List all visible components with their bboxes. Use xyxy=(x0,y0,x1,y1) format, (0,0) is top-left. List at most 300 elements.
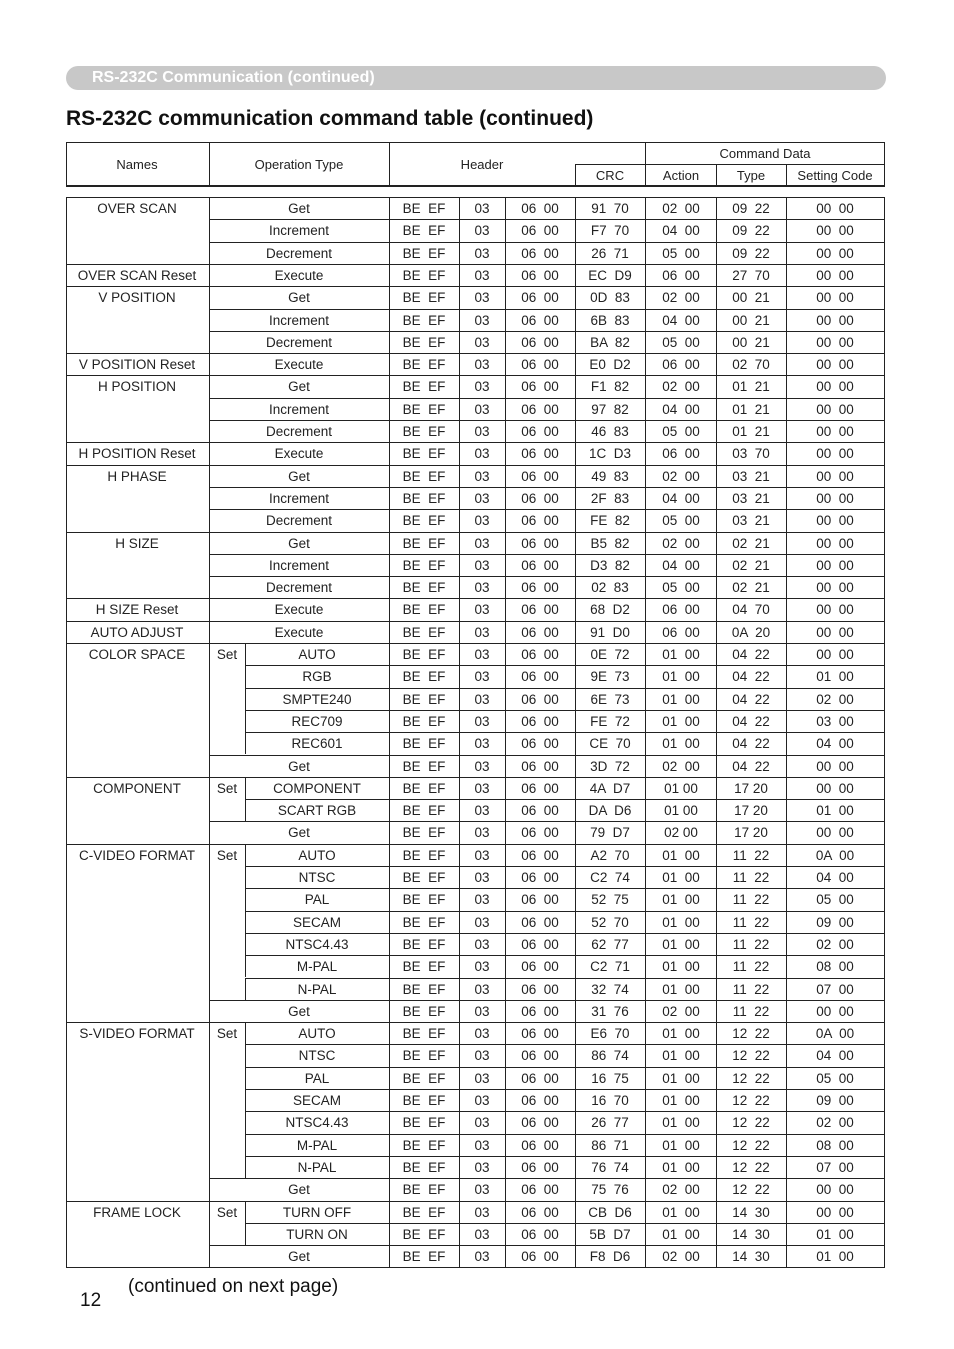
header-crc: CRC xyxy=(595,168,625,183)
row-action: 05 00 xyxy=(662,580,700,596)
row-header-1: BE EF xyxy=(402,1115,446,1131)
row-header-1: BE EF xyxy=(402,936,446,952)
section-banner-label: RS-232C Communication (continued) xyxy=(92,69,375,86)
row-setting-code: 03 00 xyxy=(816,713,854,729)
row-header-2: 03 xyxy=(474,580,490,596)
row-header-1: BE EF xyxy=(402,1048,446,1064)
row-header-3: 06 00 xyxy=(521,713,559,729)
row-operation: M-PAL xyxy=(296,1137,338,1153)
row-header-3: 06 00 xyxy=(521,803,559,819)
row-header-1: BE EF xyxy=(402,1003,446,1019)
row-header-2: 03 xyxy=(474,1137,490,1153)
row-action: 05 00 xyxy=(662,334,700,350)
row-setting-code: 00 00 xyxy=(816,245,854,261)
row-header-2: 03 xyxy=(474,1003,490,1019)
row-setting-code: 00 00 xyxy=(816,468,854,484)
row-setting-code: 01 00 xyxy=(816,669,854,685)
row-action: 02 00 xyxy=(662,1182,700,1198)
row-header-2: 03 xyxy=(474,981,490,997)
row-divider xyxy=(245,955,885,956)
row-action: 01 00 xyxy=(662,870,700,885)
row-operation: Get xyxy=(288,825,310,841)
row-setting-code: 02 00 xyxy=(816,691,854,707)
row-operation: REC709 xyxy=(291,713,343,729)
row-header-2: 03 xyxy=(474,1159,490,1175)
row-divider xyxy=(66,465,885,466)
row-header-2: 03 xyxy=(474,847,490,863)
row-header-2: 03 xyxy=(474,914,490,930)
row-type: 12 22 xyxy=(732,1026,770,1042)
row-action: 02 00 xyxy=(664,825,698,841)
row-divider xyxy=(209,487,885,488)
row-action: 06 00 xyxy=(662,602,700,618)
row-operation: Get xyxy=(288,1003,310,1019)
row-header-2: 03 xyxy=(474,1048,490,1064)
row-set-label: Set xyxy=(216,847,238,863)
row-crc: 75 76 xyxy=(591,1182,629,1198)
row-setting-code: 00 00 xyxy=(816,312,854,328)
row-setting-code: 00 00 xyxy=(816,334,854,350)
row-operation: SMPTE240 xyxy=(282,691,352,707)
row-header-1: BE EF xyxy=(402,758,446,774)
row-type: 09 22 xyxy=(732,223,770,239)
row-header-1: BE EF xyxy=(402,334,446,350)
row-action: 02 00 xyxy=(662,758,700,774)
row-header-2: 03 xyxy=(474,557,490,573)
row-divider xyxy=(66,643,885,644)
row-setting-code: 05 00 xyxy=(816,1070,854,1086)
row-type: 02 21 xyxy=(732,580,770,596)
row-type: 11 22 xyxy=(732,847,770,863)
row-operation: Decrement xyxy=(265,245,333,261)
row-divider xyxy=(209,576,885,577)
row-operation: PAL xyxy=(304,892,330,908)
set-divider xyxy=(245,1223,246,1245)
set-divider xyxy=(245,665,246,687)
row-action: 01 00 xyxy=(662,1093,700,1108)
row-divider xyxy=(66,532,885,533)
row-divider xyxy=(66,442,885,443)
row-action: 04 00 xyxy=(662,557,700,573)
row-setting-code: 00 00 xyxy=(816,1182,854,1198)
row-header-3: 06 00 xyxy=(521,513,559,529)
row-header-2: 03 xyxy=(474,780,490,796)
row-header-1: BE EF xyxy=(402,1249,446,1265)
row-type: 02 21 xyxy=(732,557,770,573)
row-type: 03 70 xyxy=(732,446,770,462)
row-crc: BA 82 xyxy=(590,334,630,350)
row-setting-code: 00 00 xyxy=(816,825,854,841)
row-operation: Get xyxy=(288,758,310,774)
row-header-1: BE EF xyxy=(402,959,446,975)
row-crc: 91 70 xyxy=(591,201,629,216)
row-header-3: 06 00 xyxy=(521,758,559,774)
row-operation: AUTO xyxy=(298,847,336,863)
row-divider xyxy=(66,286,885,287)
row-header-1: BE EF xyxy=(402,312,446,328)
row-setting-code: 00 00 xyxy=(816,535,854,551)
row-operation: N-PAL xyxy=(297,1159,337,1175)
row-header-1: BE EF xyxy=(402,780,446,796)
header-divider xyxy=(716,164,717,186)
row-header-1: BE EF xyxy=(402,825,446,841)
row-type: 12 22 xyxy=(732,1048,770,1064)
row-type: 04 22 xyxy=(732,691,770,707)
row-name: V POSITION xyxy=(98,290,176,306)
row-header-2: 03 xyxy=(474,379,490,395)
row-divider xyxy=(245,688,885,689)
row-crc: DA D6 xyxy=(588,803,632,819)
row-crc: 0E 72 xyxy=(590,647,630,662)
row-set-label: Set xyxy=(216,1026,238,1042)
row-setting-code: 04 00 xyxy=(816,870,854,885)
row-crc: 49 83 xyxy=(591,468,629,484)
row-setting-code: 00 00 xyxy=(816,580,854,596)
row-header-1: BE EF xyxy=(402,914,446,930)
row-header-3: 06 00 xyxy=(521,424,559,439)
row-crc: 76 74 xyxy=(591,1159,629,1175)
row-type: 12 22 xyxy=(732,1137,770,1153)
row-name: H POSITION xyxy=(97,379,177,395)
set-divider xyxy=(245,911,246,933)
row-operation: Execute xyxy=(274,602,324,618)
row-name: OVER SCAN Reset xyxy=(77,267,197,283)
row-divider xyxy=(245,1223,885,1224)
row-header-2: 03 xyxy=(474,1204,490,1220)
set-divider xyxy=(245,844,246,866)
row-divider xyxy=(66,264,885,265)
header-names: Names xyxy=(116,157,158,172)
row-crc: C2 71 xyxy=(590,959,630,975)
row-operation: PAL xyxy=(304,1070,330,1086)
row-header-3: 06 00 xyxy=(521,1115,559,1131)
row-divider xyxy=(209,821,885,822)
set-divider xyxy=(245,1044,246,1066)
row-setting-code: 09 00 xyxy=(816,914,854,930)
row-crc: FE 82 xyxy=(590,513,630,529)
row-header-2: 03 xyxy=(474,401,490,417)
set-divider xyxy=(245,710,246,732)
row-operation: RGB xyxy=(302,669,332,685)
header-divider xyxy=(209,142,210,186)
row-header-2: 03 xyxy=(474,825,490,841)
row-setting-code: 00 00 xyxy=(816,223,854,239)
row-setting-code: 08 00 xyxy=(816,1137,854,1153)
row-header-3: 06 00 xyxy=(521,959,559,975)
row-type: 17 20 xyxy=(734,825,768,841)
row-action: 04 00 xyxy=(662,223,700,239)
set-divider xyxy=(245,688,246,710)
row-crc: D3 82 xyxy=(590,557,630,573)
row-header-1: BE EF xyxy=(402,669,446,685)
row-header-2: 03 xyxy=(474,223,490,239)
header-divider xyxy=(389,142,390,186)
row-action: 01 00 xyxy=(662,892,700,908)
row-header-1: BE EF xyxy=(402,446,446,462)
row-header-3: 06 00 xyxy=(521,1159,559,1175)
row-divider xyxy=(245,710,885,711)
row-set-label: Set xyxy=(216,780,238,796)
row-setting-code: 00 00 xyxy=(816,267,854,283)
row-header-1: BE EF xyxy=(402,647,446,662)
row-operation: Get xyxy=(288,468,310,484)
row-crc: 62 77 xyxy=(591,936,629,952)
row-crc: 02 83 xyxy=(591,580,629,596)
row-name: H SIZE Reset xyxy=(95,602,179,618)
row-header-2: 03 xyxy=(474,736,490,752)
set-divider xyxy=(245,1022,246,1044)
set-divider xyxy=(245,732,246,754)
row-type: 17 20 xyxy=(734,780,768,796)
row-type: 12 22 xyxy=(732,1115,770,1131)
row-divider xyxy=(245,978,885,979)
row-header-2: 03 xyxy=(474,535,490,551)
row-setting-code: 02 00 xyxy=(816,1115,854,1131)
row-header-3: 06 00 xyxy=(521,1226,559,1242)
row-operation: AUTO xyxy=(298,647,336,662)
row-header-3: 06 00 xyxy=(521,223,559,239)
row-type: 01 21 xyxy=(732,424,770,439)
row-action: 05 00 xyxy=(662,513,700,529)
row-divider xyxy=(209,1000,885,1001)
row-header-3: 06 00 xyxy=(521,1249,559,1265)
row-header-1: BE EF xyxy=(402,535,446,551)
row-action: 01 00 xyxy=(662,1048,700,1064)
row-header-1: BE EF xyxy=(402,602,446,618)
row-action: 06 00 xyxy=(662,624,700,640)
set-divider xyxy=(245,978,246,1000)
row-operation: TURN ON xyxy=(286,1226,348,1242)
row-header-3: 06 00 xyxy=(521,490,559,506)
row-type: 12 22 xyxy=(732,1093,770,1108)
row-divider xyxy=(66,1022,885,1023)
row-operation: Decrement xyxy=(265,424,333,439)
row-operation: Decrement xyxy=(265,513,333,529)
row-crc: 91 D0 xyxy=(590,624,630,640)
header-setting-code: Setting Code xyxy=(797,168,873,183)
set-divider xyxy=(245,1089,246,1111)
row-action: 01 00 xyxy=(662,1115,700,1131)
row-type: 04 22 xyxy=(732,758,770,774)
row-setting-code: 00 00 xyxy=(816,379,854,395)
row-crc: E6 70 xyxy=(590,1026,630,1042)
row-header-3: 06 00 xyxy=(521,580,559,596)
row-operation: Get xyxy=(288,290,310,306)
row-header-1: BE EF xyxy=(402,624,446,640)
row-crc: 86 71 xyxy=(591,1137,629,1153)
row-type: 14 30 xyxy=(732,1249,770,1265)
header-header: Header xyxy=(460,157,504,172)
row-header-3: 06 00 xyxy=(521,736,559,752)
row-crc: 6E 73 xyxy=(590,691,630,707)
row-crc: 9E 73 xyxy=(590,669,630,685)
row-header-1: BE EF xyxy=(402,691,446,707)
row-divider xyxy=(209,1245,885,1246)
row-header-1: BE EF xyxy=(402,1159,446,1175)
row-action: 01 00 xyxy=(662,914,700,930)
row-divider xyxy=(245,888,885,889)
header-divider xyxy=(575,164,885,165)
row-header-3: 06 00 xyxy=(521,914,559,930)
row-setting-code: 02 00 xyxy=(816,936,854,952)
row-header-2: 03 xyxy=(474,624,490,640)
row-operation: M-PAL xyxy=(296,959,338,975)
set-divider xyxy=(245,888,246,910)
row-header-1: BE EF xyxy=(402,1026,446,1042)
row-action: 02 00 xyxy=(662,468,700,484)
row-operation: AUTO xyxy=(298,1026,336,1042)
row-setting-code: 00 00 xyxy=(816,357,854,373)
row-setting-code: 00 00 xyxy=(816,780,854,796)
set-divider xyxy=(245,1201,246,1223)
row-setting-code: 00 00 xyxy=(816,201,854,216)
row-header-1: BE EF xyxy=(402,1093,446,1108)
row-operation: Increment xyxy=(268,490,330,506)
row-action: 05 00 xyxy=(662,424,700,439)
set-divider xyxy=(245,799,246,821)
row-header-3: 06 00 xyxy=(521,624,559,640)
set-divider xyxy=(245,1134,246,1156)
row-operation: Decrement xyxy=(265,580,333,596)
row-header-1: BE EF xyxy=(402,424,446,439)
row-header-1: BE EF xyxy=(402,713,446,729)
row-header-2: 03 xyxy=(474,201,490,216)
row-operation: SECAM xyxy=(292,1093,342,1108)
row-operation: N-PAL xyxy=(297,981,337,997)
row-operation: NTSC4.43 xyxy=(285,936,349,952)
row-operation: COMPONENT xyxy=(273,780,361,796)
set-divider xyxy=(245,955,246,977)
row-setting-code: 00 00 xyxy=(816,401,854,417)
set-divider xyxy=(245,643,246,665)
row-operation: SECAM xyxy=(292,914,342,930)
row-header-2: 03 xyxy=(474,936,490,952)
row-action: 02 00 xyxy=(662,1003,700,1019)
row-header-2: 03 xyxy=(474,267,490,283)
header-divider xyxy=(786,164,787,186)
row-type: 09 22 xyxy=(732,201,770,216)
row-setting-code: 0A 00 xyxy=(815,847,855,863)
row-header-3: 06 00 xyxy=(521,847,559,863)
header-type: Type xyxy=(736,168,766,183)
row-header-2: 03 xyxy=(474,446,490,462)
row-type: 27 70 xyxy=(732,267,770,283)
row-type: 02 21 xyxy=(732,535,770,551)
row-header-1: BE EF xyxy=(402,736,446,752)
row-divider xyxy=(66,598,885,599)
row-setting-code: 08 00 xyxy=(816,959,854,975)
row-type: 14 30 xyxy=(732,1226,770,1242)
row-crc: 79 D7 xyxy=(590,825,630,841)
row-header-1: BE EF xyxy=(402,357,446,373)
row-header-2: 03 xyxy=(474,1070,490,1086)
row-name: S-VIDEO FORMAT xyxy=(79,1026,195,1042)
row-crc: E0 D2 xyxy=(589,357,631,373)
row-header-2: 03 xyxy=(474,1226,490,1242)
header-action: Action xyxy=(662,168,700,183)
row-header-2: 03 xyxy=(474,959,490,975)
row-header-3: 06 00 xyxy=(521,312,559,328)
row-action: 02 00 xyxy=(662,201,700,216)
row-action: 01 00 xyxy=(662,959,700,975)
row-crc: F1 82 xyxy=(590,379,630,395)
set-divider xyxy=(245,777,246,799)
row-divider xyxy=(66,621,885,622)
row-setting-code: 00 00 xyxy=(816,424,854,439)
row-divider xyxy=(209,1178,885,1179)
row-setting-code: 00 00 xyxy=(816,647,854,662)
row-divider xyxy=(245,1111,885,1112)
row-setting-code: 00 00 xyxy=(816,1204,854,1220)
row-crc: F8 D6 xyxy=(589,1249,631,1265)
row-action: 02 00 xyxy=(662,290,700,306)
row-header-1: BE EF xyxy=(402,1204,446,1220)
row-action: 01 00 xyxy=(662,1137,700,1153)
row-header-2: 03 xyxy=(474,691,490,707)
row-type: 11 22 xyxy=(732,914,770,930)
row-operation: Get xyxy=(288,1182,310,1198)
row-header-3: 06 00 xyxy=(521,334,559,350)
row-setting-code: 00 00 xyxy=(816,602,854,618)
row-header-1: BE EF xyxy=(402,201,446,216)
row-name: H POSITION Reset xyxy=(78,446,196,462)
row-action: 01 00 xyxy=(664,780,698,796)
row-header-2: 03 xyxy=(474,669,490,685)
row-type: 03 21 xyxy=(732,513,770,529)
row-action: 01 00 xyxy=(662,1226,700,1242)
row-header-3: 06 00 xyxy=(521,446,559,462)
row-crc: 52 70 xyxy=(591,914,629,930)
row-header-3: 06 00 xyxy=(521,1003,559,1019)
row-header-1: BE EF xyxy=(402,490,446,506)
row-divider xyxy=(209,509,885,510)
row-type: 12 22 xyxy=(732,1070,770,1086)
row-setting-code: 04 00 xyxy=(816,736,854,752)
row-type: 11 22 xyxy=(732,870,770,885)
row-header-3: 06 00 xyxy=(521,647,559,662)
row-divider xyxy=(245,933,885,934)
row-header-1: BE EF xyxy=(402,981,446,997)
row-header-1: BE EF xyxy=(402,580,446,596)
row-header-1: BE EF xyxy=(402,892,446,908)
row-action: 01 00 xyxy=(662,936,700,952)
row-crc: B5 82 xyxy=(590,535,630,551)
row-header-2: 03 xyxy=(474,468,490,484)
row-type: 00 21 xyxy=(732,312,770,328)
row-name: H SIZE xyxy=(115,535,159,551)
row-action: 06 00 xyxy=(662,446,700,462)
row-header-3: 06 00 xyxy=(521,557,559,573)
row-divider xyxy=(209,331,885,332)
row-crc: 26 77 xyxy=(591,1115,629,1131)
row-header-2: 03 xyxy=(474,312,490,328)
row-name: OVER SCAN xyxy=(97,201,177,216)
row-operation: Get xyxy=(288,379,310,395)
row-header-2: 03 xyxy=(474,803,490,819)
row-divider xyxy=(245,799,885,800)
row-header-1: BE EF xyxy=(402,1182,446,1198)
row-divider xyxy=(66,1201,885,1202)
row-type: 11 22 xyxy=(732,959,770,975)
row-operation: NTSC xyxy=(298,1048,336,1064)
row-header-3: 06 00 xyxy=(521,1204,559,1220)
row-action: 01 00 xyxy=(662,1159,700,1175)
row-setting-code: 0A 00 xyxy=(815,1026,855,1042)
header-operation-type: Operation Type xyxy=(254,157,344,172)
row-type: 03 21 xyxy=(732,490,770,506)
row-type: 04 22 xyxy=(732,647,770,662)
row-divider xyxy=(245,665,885,666)
